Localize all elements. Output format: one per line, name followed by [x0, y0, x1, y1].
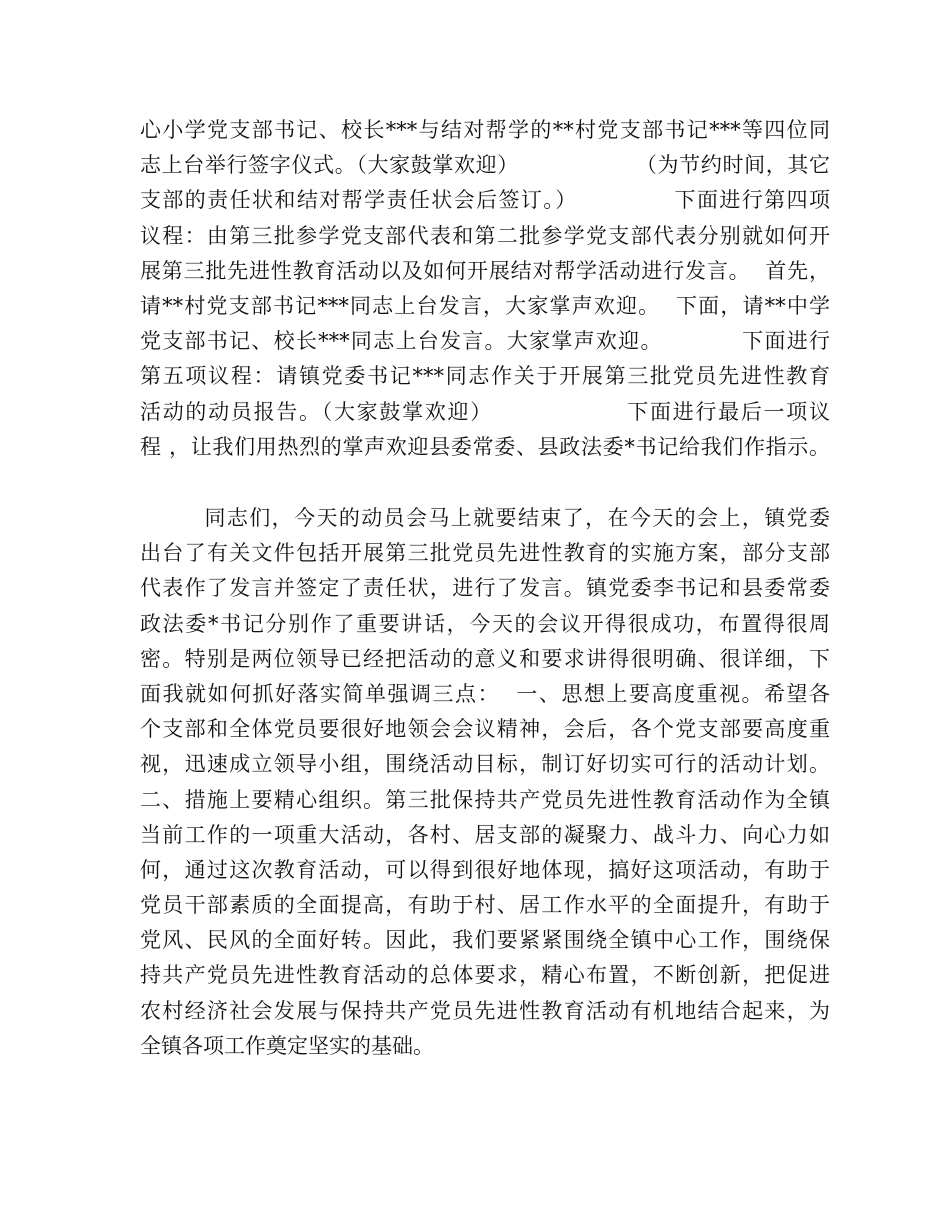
text-line: 何，通过这次教育活动，可以得到很好地体现，搞好这项活动，有助于: [140, 857, 830, 882]
paragraph-agenda: [140, 113, 830, 465]
text-line: 展第三批先进性教育活动以及如何开展结对帮学活动进行发言。 首先，: [140, 258, 830, 283]
text-line: 出台了有关文件包括开展第三批党员先进性教育的实施方案，部分支部: [140, 541, 830, 566]
text-line: 持共产党员先进性教育活动的总体要求，精心布置，不断创新，把促进: [140, 963, 830, 988]
text-line: 志上台举行签字仪式。（大家鼓掌欢迎） （为节约时间，其它: [140, 153, 830, 178]
text-line: 同志们，今天的动员会马上就要结束了，在今天的会上，镇党委: [140, 506, 830, 530]
text-line: 请**村党支部书记***同志上台发言，大家掌声欢迎。 下面，请**中学: [140, 293, 830, 318]
text-line: 党风、民风的全面好转。因此，我们要紧紧围绕全镇中心工作，围绕保: [140, 928, 830, 953]
text-line: 全镇各项工作奠定坚实的基础。: [140, 1033, 434, 1058]
text-line: 二、措施上要精心组织。第三批保持共产党员先进性教育活动作为全镇: [140, 787, 830, 812]
text-line: 党支部书记、校长***同志上台发言。大家掌声欢迎。 下面进行: [140, 329, 830, 354]
text-line: 活动的动员报告。（大家鼓掌欢迎） 下面进行最后一项议: [140, 399, 830, 424]
paragraph-closing-remarks: [140, 501, 830, 1064]
text-line: 当前工作的一项重大活动，各村、居支部的凝聚力、战斗力、向心力如: [140, 822, 830, 847]
text-line: 面我就如何抓好落实简单强调三点： 一、思想上要高度重视。希望各: [140, 681, 830, 706]
text-line: 代表作了发言并签定了责任状，进行了发言。镇党委李书记和县委常委: [140, 576, 830, 601]
text-line: 议程：由第三批参学党支部代表和第二批参学党支部代表分别就如何开: [140, 223, 830, 248]
text-line: 程 ，让我们用热烈的掌声欢迎县委常委、县政法委*书记给我们作指示。: [140, 434, 830, 459]
text-line: 党员干部素质的全面提高，有助于村、居工作水平的全面提升，有助于: [140, 893, 830, 918]
text-line: 第五项议程：请镇党委书记***同志作关于开展第三批党员先进性教育: [140, 364, 830, 389]
text-line: 政法委*书记分别作了重要讲话，今天的会议开得很成功，布置得很周: [140, 611, 830, 636]
text-line: 支部的责任状和结对帮学责任状会后签订。） 下面进行第四项: [140, 188, 830, 213]
text-line: 农村经济社会发展与保持共产党员先进性教育活动有机地结合起来，为: [140, 998, 830, 1023]
text-line: 密。特别是两位领导已经把活动的意义和要求讲得很明确、很详细，下: [140, 646, 830, 671]
text-line: 个支部和全体党员要很好地领会会议精神，会后，各个党支部要高度重: [140, 717, 830, 742]
text-line: 心小学党支部书记、校长***与结对帮学的**村党支部书记***等四位同: [140, 118, 830, 142]
text-line: 视，迅速成立领导小组，围绕活动目标，制订好切实可行的活动计划。: [140, 752, 830, 777]
